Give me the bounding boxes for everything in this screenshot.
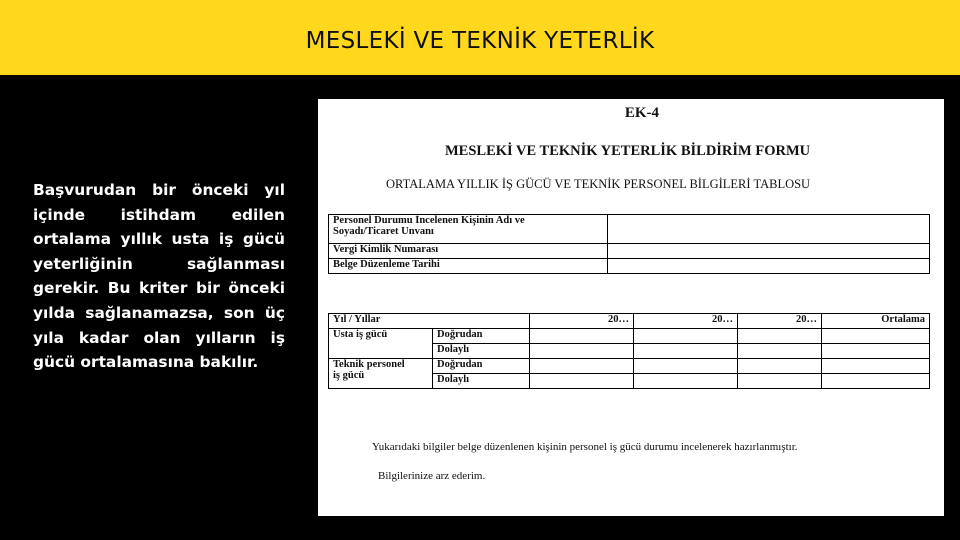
- workforce-table: [328, 313, 930, 389]
- teknik-label: [329, 359, 433, 389]
- cell: [822, 329, 930, 344]
- teknik-label-line1: Teknik personel: [333, 359, 405, 370]
- issue-date-value: [608, 259, 930, 274]
- header-year-3: 20…: [738, 314, 822, 329]
- cell: [634, 344, 738, 359]
- teknik-label-line2: iş gücü: [333, 370, 365, 381]
- cell: [822, 359, 930, 374]
- cell: [738, 344, 822, 359]
- teknik-indirect-label: Dolaylı: [433, 374, 530, 389]
- cell: [530, 359, 634, 374]
- cell: [738, 374, 822, 389]
- title-banner: [0, 0, 960, 75]
- form-footer-statement: Yukarıdaki bilgiler belge düzenlenen kişinin personel iş gücü durumu incelenerek hazırlanmıştır.: [372, 441, 798, 453]
- header-year-2: 20…: [634, 314, 738, 329]
- header-year-1: 20…: [530, 314, 634, 329]
- teknik-direct-label: Doğrudan: [433, 359, 530, 374]
- cell: [822, 374, 930, 389]
- issue-date-label: Belge Düzenleme Tarihi: [329, 259, 608, 274]
- usta-label: Usta iş gücü: [329, 329, 433, 359]
- form-ek-label: EK-4: [624, 105, 659, 121]
- tax-number-value: [608, 244, 930, 259]
- cell: [634, 329, 738, 344]
- cell: [530, 329, 634, 344]
- cell: [530, 344, 634, 359]
- usta-direct-label: Doğrudan: [433, 329, 530, 344]
- form-footer-closing: Bilgilerinize arz ederim.: [378, 470, 486, 482]
- header-average: Ortalama: [822, 314, 930, 329]
- cell: [530, 374, 634, 389]
- personnel-name-cell: [329, 215, 608, 244]
- form-image: [318, 99, 944, 516]
- personnel-name-label: Personel Durumu İncelenen Kişinin Adı ve: [333, 215, 525, 226]
- personnel-title-label: Soyadı/Ticaret Unvanı: [333, 226, 434, 237]
- personnel-name-value: [608, 215, 930, 244]
- tax-number-label: Vergi Kimlik Numarası: [329, 244, 608, 259]
- slide-title: MESLEKİ VE TEKNİK YETERLİK: [305, 28, 655, 54]
- usta-indirect-label: Dolaylı: [433, 344, 530, 359]
- form-subtitle: ORTALAMA YILLIK İŞ GÜCÜ VE TEKNİK PERSONEL BİLGİLERİ TABLOSU: [386, 177, 811, 191]
- cell: [738, 329, 822, 344]
- cell: [738, 359, 822, 374]
- body-paragraph: Başvurudan bir önceki yıl içinde istihdam edilen ortalama yıllık usta iş gücü yeterliğinin sağlanması gerekir. Bu kriter bir önceki yılda sağlanamazsa, son üç yıla kadar olan yılların iş gücü ortalamasına bakılır.: [33, 181, 285, 372]
- form-title: MESLEKİ VE TEKNİK YETERLİK BİLDİRİM FORMU: [445, 143, 811, 159]
- cell: [634, 374, 738, 389]
- cell: [822, 344, 930, 359]
- cell: [634, 359, 738, 374]
- personnel-info-table: [328, 214, 930, 274]
- header-year: Yıl / Yıllar: [329, 314, 530, 329]
